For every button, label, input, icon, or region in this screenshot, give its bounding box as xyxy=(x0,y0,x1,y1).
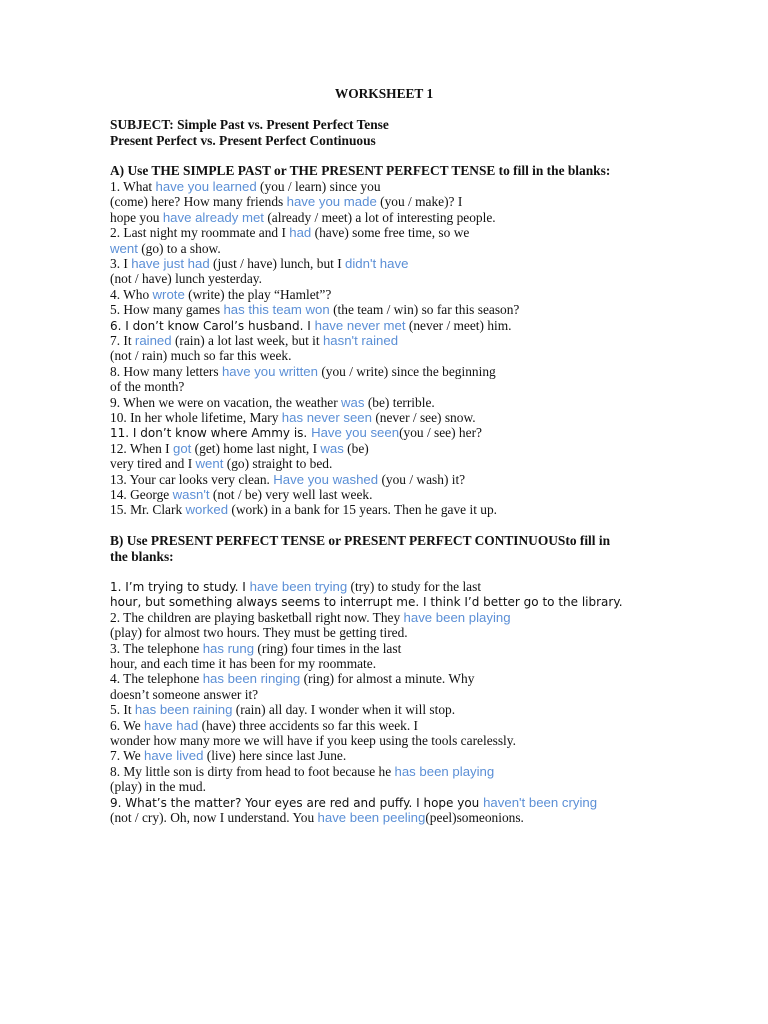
answer-text: have had xyxy=(144,717,199,733)
prompt-text: (you / learn) since you xyxy=(256,179,381,194)
prompt-text: 11. I don’t know where Ammy is. xyxy=(110,426,312,441)
exercise-line xyxy=(110,487,372,502)
prompt-text: (not / be) very well last week. xyxy=(209,487,373,502)
answer-text: got xyxy=(172,440,192,456)
prompt-text: hour, but something always seems to interrupt me. I think I’d better go to the library. xyxy=(110,595,623,610)
prompt-text: (not / cry). Oh, now I understand. You xyxy=(110,810,318,825)
prompt-text: hope you xyxy=(110,209,163,225)
exercise-line xyxy=(110,410,476,425)
answer-text: haven't been crying xyxy=(483,794,598,810)
exercise-line xyxy=(110,395,435,410)
prompt-text: 8. My little son is dirty from head to foot because he xyxy=(110,763,395,779)
answer-text: has never seen xyxy=(281,410,372,425)
prompt-text: (you / see) her? xyxy=(399,425,482,441)
exercise-line xyxy=(110,810,524,825)
prompt-text: (play) in the mud. xyxy=(110,779,206,795)
answer-text: have you learned xyxy=(155,179,257,194)
prompt-text: (go) to a show. xyxy=(137,240,221,256)
answer-text: have you written xyxy=(221,363,318,379)
prompt-text: 2. Last night my roommate and I xyxy=(110,225,290,241)
prompt-text: (get) home last night, I xyxy=(191,440,321,456)
answer-text: had xyxy=(289,225,312,241)
prompt-text: 14. George xyxy=(110,487,173,502)
answer-text: was xyxy=(320,440,344,456)
answer-text: went xyxy=(110,240,138,256)
exercise-line xyxy=(110,795,597,811)
exercise-line xyxy=(110,610,511,625)
prompt-text: (have) three accidents so far this week. I xyxy=(198,717,419,733)
prompt-text: 5. It xyxy=(110,702,135,718)
prompt-text: (go) straight to bed. xyxy=(223,456,333,472)
prompt-text: (write) the play “Hamlet”? xyxy=(184,286,332,302)
answer-text: has this team won xyxy=(223,302,330,318)
prompt-text: 4. The telephone xyxy=(110,671,203,687)
prompt-text: (the team / win) so far this season? xyxy=(329,302,520,318)
prompt-text: (you / write) since the beginning xyxy=(317,363,496,379)
section-b-heading-line-2: the blanks: xyxy=(110,549,174,564)
exercise-line xyxy=(110,656,376,671)
section-b-heading-line-1: B) Use PRESENT PERFECT TENSE or PRESENT PERFECT CONTINUOUSto fill in xyxy=(110,533,611,548)
prompt-text: (come) here? How many friends xyxy=(110,194,287,210)
exercise-line xyxy=(110,179,381,194)
exercise-line xyxy=(110,225,469,240)
answer-text: have you made xyxy=(286,194,377,210)
answer-text: have never met xyxy=(314,317,406,333)
prompt-text: 1. I’m trying to study. I xyxy=(110,580,250,594)
exercise-line xyxy=(110,210,496,225)
answer-text: hasn't rained xyxy=(322,333,399,348)
prompt-text: (you / wash) it? xyxy=(378,471,466,487)
answer-text: wrote xyxy=(152,286,185,302)
prompt-text: 7. We xyxy=(110,748,145,764)
answer-text: have been trying xyxy=(249,579,348,594)
prompt-text: (ring) for almost a minute. Why xyxy=(300,671,475,687)
prompt-text: 9. What’s the matter? Your eyes are red and puffy. I hope you xyxy=(110,795,484,810)
answer-text: was xyxy=(341,394,365,410)
prompt-text: (already / meet) a lot of interesting people. xyxy=(263,209,496,225)
exercise-line xyxy=(110,241,221,256)
prompt-text: (work) in a bank for 15 years. Then he gave it up. xyxy=(228,502,498,518)
answer-text: worked xyxy=(185,502,229,518)
exercise-line xyxy=(110,718,418,733)
exercise-line xyxy=(110,194,462,209)
answer-text: have just had xyxy=(131,256,210,271)
answer-text: didn't have xyxy=(345,256,409,271)
prompt-text: 8. How many letters xyxy=(110,363,222,379)
answer-text: has been ringing xyxy=(202,671,301,687)
section-a-heading: A) Use THE SIMPLE PAST or THE PRESENT PERFECT TENSE to fill in the blanks: xyxy=(110,163,611,178)
prompt-text: (not / have) lunch yesterday. xyxy=(110,271,262,287)
subtitle-line: Present Perfect vs. Present Perfect Continuous xyxy=(110,133,376,148)
prompt-text: 3. I xyxy=(110,256,132,271)
answer-text: have been peeling xyxy=(317,810,426,825)
prompt-text: of the month? xyxy=(110,379,185,395)
answer-text: has been playing xyxy=(394,763,495,779)
exercise-line xyxy=(110,318,512,334)
prompt-text: hour, and each time it has been for my roommate. xyxy=(110,656,377,671)
prompt-text: wonder how many more we will have if you keep using the tools carelessly. xyxy=(110,733,516,748)
prompt-text: (never / meet) him. xyxy=(405,317,512,333)
exercise-line xyxy=(110,333,398,348)
prompt-text: 6. We xyxy=(110,717,145,733)
exercise-line xyxy=(110,702,455,717)
exercise-line xyxy=(110,364,496,379)
prompt-text: (rain) all day. I wonder when it will stop. xyxy=(232,702,456,718)
exercise-line xyxy=(110,441,369,456)
prompt-text: (try) to study for the last xyxy=(347,579,482,594)
exercise-line xyxy=(110,764,494,779)
answer-text: Have you seen xyxy=(311,425,400,441)
exercise-line xyxy=(110,348,291,363)
prompt-text: (live) here since last June. xyxy=(203,748,347,764)
exercise-line xyxy=(110,625,408,640)
prompt-text: 10. In her whole lifetime, Mary xyxy=(110,410,282,425)
answer-text: wasn't xyxy=(172,487,210,502)
answer-text: has rung xyxy=(202,640,255,656)
answer-text: Have you washed xyxy=(273,471,379,487)
prompt-text: 4. Who xyxy=(110,286,153,302)
prompt-text: (be) xyxy=(343,440,369,456)
prompt-text: 3. The telephone xyxy=(110,640,203,656)
prompt-text: (you / make)? I xyxy=(376,194,463,210)
prompt-text: very tired and I xyxy=(110,456,196,472)
exercise-line xyxy=(110,594,623,610)
exercise-line xyxy=(110,779,206,794)
prompt-text: 5. How many games xyxy=(110,302,224,318)
prompt-text: (ring) four times in the last xyxy=(254,640,402,656)
prompt-text: (rain) a lot last week, but it xyxy=(171,333,323,348)
prompt-text: doesn’t someone answer it? xyxy=(110,686,259,702)
prompt-text: (just / have) lunch, but I xyxy=(209,256,346,271)
prompt-text: (peel)someonions. xyxy=(425,810,524,825)
prompt-text: 7. It xyxy=(110,333,135,348)
exercise-line xyxy=(110,641,401,656)
prompt-text: (have) some free time, so we xyxy=(311,225,470,241)
exercise-line xyxy=(110,379,184,394)
exercise-line xyxy=(110,287,331,302)
exercise-line xyxy=(110,748,346,763)
exercise-line xyxy=(110,733,516,748)
prompt-text: 15. Mr. Clark xyxy=(110,502,186,518)
prompt-text: 9. When we were on vacation, the weather xyxy=(110,394,342,410)
answer-text: have lived xyxy=(144,748,204,764)
exercise-line xyxy=(110,579,481,595)
prompt-text: (never / see) snow. xyxy=(371,410,476,425)
answer-text: went xyxy=(195,456,224,472)
prompt-text: (not / rain) much so far this week. xyxy=(110,348,292,364)
exercise-line xyxy=(110,271,262,286)
answer-text: have been playing xyxy=(403,609,511,625)
prompt-text: 12. When I xyxy=(110,440,173,456)
answer-text: has been raining xyxy=(134,702,233,718)
prompt-text: (play) for almost two hours. They must be getting tired. xyxy=(110,625,408,641)
exercise-line xyxy=(110,425,482,441)
worksheet-title: WORKSHEET 1 xyxy=(334,86,434,101)
subject-line: SUBJECT: Simple Past vs. Present Perfect Tense xyxy=(110,117,389,132)
exercise-line xyxy=(110,256,408,271)
prompt-text: 2. The children are playing basketball right now. They xyxy=(110,609,404,625)
answer-text: have already met xyxy=(162,209,264,225)
prompt-text: (be) terrible. xyxy=(364,394,435,410)
exercise-line xyxy=(110,472,465,487)
answer-text: rained xyxy=(134,333,172,348)
prompt-text: 6. I don’t know Carol’s husband. I xyxy=(110,318,315,333)
prompt-text: 1. What xyxy=(110,179,156,194)
exercise-line xyxy=(110,456,332,471)
exercise-line xyxy=(110,687,258,702)
exercise-line xyxy=(110,671,474,686)
exercise-line xyxy=(110,302,519,317)
prompt-text: 13. Your car looks very clean. xyxy=(110,471,274,487)
exercise-line xyxy=(110,502,497,517)
